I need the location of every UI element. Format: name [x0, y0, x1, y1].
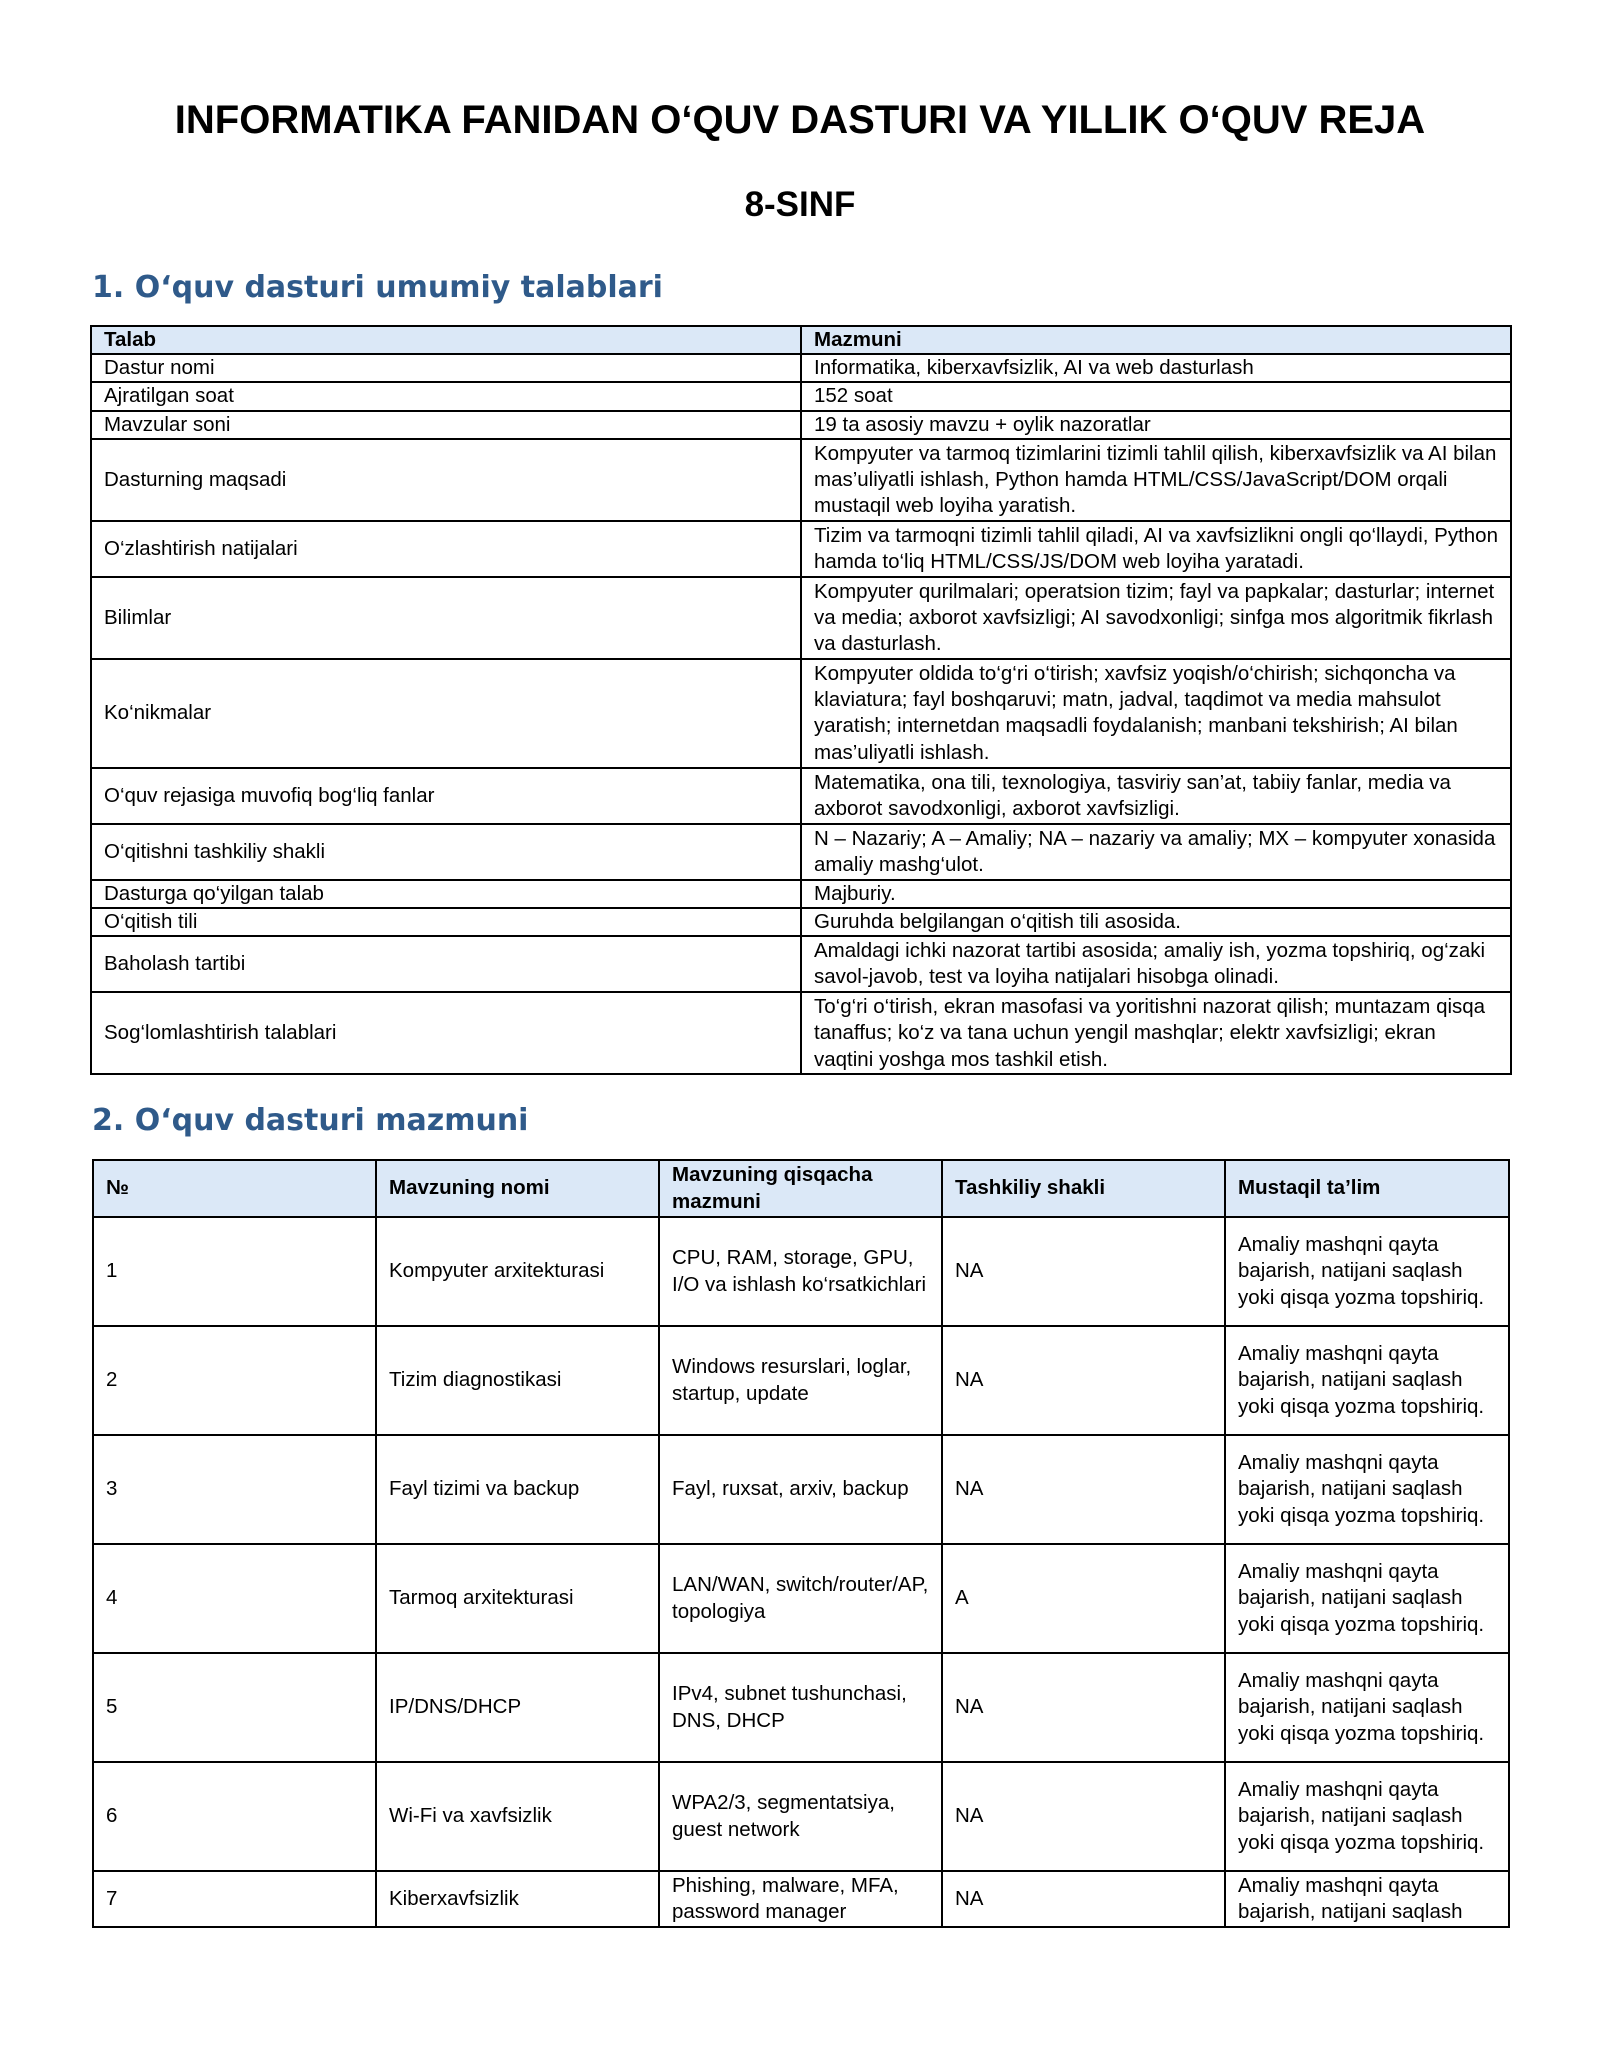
requirement-value: N – Nazariy; A – Amaliy; NA – nazariy va amaliy; MX – kompyuter xonasida amaliy mashg‘ulot.: [801, 824, 1511, 880]
table-row: [91, 768, 1511, 824]
section-2-heading: 2. O‘quv dasturi mazmuni: [92, 1103, 529, 1138]
table-row: [91, 992, 1511, 1074]
table-row: [91, 577, 1511, 659]
topic-self-study: Amaliy mashqni qayta bajarish, natijani saqlash yoki qisqa yozma topshiriq.: [1225, 1217, 1509, 1326]
topic-number: 5: [93, 1653, 376, 1762]
topic-number: 3: [93, 1435, 376, 1544]
topic-self-study: Amaliy mashqni qayta bajarish, natijani saqlash yoki qisqa yozma topshiriq.: [1225, 1653, 1509, 1762]
requirement-label: Sog‘lomlashtirish talablari: [91, 992, 801, 1074]
topic-name: Kiberxavfsizlik: [376, 1871, 659, 1927]
topic-number: 6: [93, 1762, 376, 1871]
header-cell-mazmuni: Mazmuni: [801, 326, 1511, 354]
content-header-row: [93, 1160, 1509, 1217]
topic-form: NA: [942, 1326, 1225, 1435]
table-row: [93, 1762, 1509, 1871]
table-row: [91, 908, 1511, 936]
requirement-value: Kompyuter qurilmalari; operatsion tizim; fayl va papkalar; dasturlar; internet va media; axborot xavfsizligi; AI savodxonligi; sinfga mos algoritmik fikrlash va dasturlash.: [801, 577, 1511, 659]
requirement-value: Guruhda belgilangan o‘qitish tili asosida.: [801, 908, 1511, 936]
requirement-value: 152 soat: [801, 382, 1511, 410]
topic-number: 1: [93, 1217, 376, 1326]
topic-form: NA: [942, 1762, 1225, 1871]
topic-summary: IPv4, subnet tushunchasi, DNS, DHCP: [659, 1653, 942, 1762]
requirement-value: 19 ta asosiy mavzu + oylik nazoratlar: [801, 411, 1511, 439]
requirement-label: Dasturga qo‘yilgan talab: [91, 880, 801, 908]
header-cell-number: №: [93, 1160, 376, 1217]
table-row: [91, 824, 1511, 880]
topic-self-study: Amaliy mashqni qayta bajarish, natijani saqlash yoki qisqa yozma topshiriq.: [1225, 1544, 1509, 1653]
requirement-label: Ko‘nikmalar: [91, 659, 801, 768]
section-1-heading: 1. O‘quv dasturi umumiy talablari: [92, 270, 663, 305]
table-row: [91, 521, 1511, 577]
table-row: [93, 1217, 1509, 1326]
topic-summary: Windows resurslari, loglar, startup, update: [659, 1326, 942, 1435]
table-row: [91, 411, 1511, 439]
table-row: [91, 936, 1511, 992]
table-row: [91, 439, 1511, 521]
requirement-value: Majburiy.: [801, 880, 1511, 908]
document-grade: 8-SINF: [744, 185, 856, 224]
table-row: [91, 354, 1511, 382]
topic-self-study: Amaliy mashqni qayta bajarish, natijani saqlash: [1225, 1871, 1509, 1927]
topic-name: Fayl tizimi va backup: [376, 1435, 659, 1544]
table-row: [93, 1871, 1509, 1927]
requirement-value: Kompyuter oldida to‘g‘ri o‘tirish; xavfsiz yoqish/o‘chirish; sichqoncha va klaviatura; fayl boshqaruvi; matn, jadval, taqdimot va media mahsulot yaratish; internetdan maqsadli foydalanish; manbani tekshirish; AI bilan mas’uliyatli ishlash.: [801, 659, 1511, 768]
requirement-label: O‘qitish tili: [91, 908, 801, 936]
topic-name: Tarmoq arxitekturasi: [376, 1544, 659, 1653]
requirement-value: Amaldagi ichki nazorat tartibi asosida; amaliy ish, yozma topshiriq, og‘zaki savol-javob, test va loyiha natijalari hisobga olinadi.: [801, 936, 1511, 992]
requirement-label: O‘zlashtirish natijalari: [91, 521, 801, 577]
topic-number: 2: [93, 1326, 376, 1435]
topic-summary: Fayl, ruxsat, arxiv, backup: [659, 1435, 942, 1544]
topic-name: Wi-Fi va xavfsizlik: [376, 1762, 659, 1871]
table-row: [93, 1653, 1509, 1762]
requirement-value: Tizim va tarmoqni tizimli tahlil qiladi, AI va xavfsizlikni ongli qo‘llaydi, Python hamda to‘liq HTML/CSS/JS/DOM web loyiha yaratadi.: [801, 521, 1511, 577]
topic-form: NA: [942, 1653, 1225, 1762]
requirement-value: Matematika, ona tili, texnologiya, tasviriy san’at, tabiiy fanlar, media va axborot savodxonligi, axborot xavfsizligi.: [801, 768, 1511, 824]
topic-summary: CPU, RAM, storage, GPU, I/O va ishlash ko‘rsatkichlari: [659, 1217, 942, 1326]
table-row: [93, 1326, 1509, 1435]
requirement-label: Bilimlar: [91, 577, 801, 659]
content-table: [92, 1159, 1510, 1928]
document-title: INFORMATIKA FANIDAN O‘QUV DASTURI VA YILLIK O‘QUV REJA: [174, 98, 1426, 142]
requirements-header-row: [91, 326, 1511, 354]
requirement-value: Kompyuter va tarmoq tizimlarini tizimli tahlil qilish, kiberxavfsizlik va AI bilan mas’uliyatli ishlash, Python hamda HTML/CSS/JavaScript/DOM orqali mustaqil web loyiha yaratish.: [801, 439, 1511, 521]
topic-form: A: [942, 1544, 1225, 1653]
topic-summary: WPA2/3, segmentatsiya, guest network: [659, 1762, 942, 1871]
requirement-label: Mavzular soni: [91, 411, 801, 439]
topic-name: IP/DNS/DHCP: [376, 1653, 659, 1762]
table-row: [93, 1435, 1509, 1544]
topic-name: Kompyuter arxitekturasi: [376, 1217, 659, 1326]
requirement-label: Dastur nomi: [91, 354, 801, 382]
topic-number: 4: [93, 1544, 376, 1653]
header-cell-topic-summary: Mavzuning qisqacha mazmuni: [659, 1160, 942, 1217]
header-cell-self-study: Mustaqil ta’lim: [1225, 1160, 1509, 1217]
topic-number: 7: [93, 1871, 376, 1927]
topic-summary: Phishing, malware, MFA, password manager: [659, 1871, 942, 1927]
requirement-label: Ajratilgan soat: [91, 382, 801, 410]
topic-name: Tizim diagnostikasi: [376, 1326, 659, 1435]
requirement-value: To‘g‘ri o‘tirish, ekran masofasi va yoritishni nazorat qilish; muntazam qisqa tanaffus; ko‘z va tana uchun yengil mashqlar; elektr xavfsizligi; ekran vaqtini yoshga mos tashkil etish.: [801, 992, 1511, 1074]
requirements-table: [90, 325, 1512, 1075]
requirement-label: Dasturning maqsadi: [91, 439, 801, 521]
requirement-label: Baholash tartibi: [91, 936, 801, 992]
table-row: [91, 659, 1511, 768]
requirement-value: Informatika, kiberxavfsizlik, AI va web dasturlash: [801, 354, 1511, 382]
topic-form: NA: [942, 1435, 1225, 1544]
topic-form: NA: [942, 1217, 1225, 1326]
header-cell-topic-name: Mavzuning nomi: [376, 1160, 659, 1217]
topic-summary: LAN/WAN, switch/router/AP, topologiya: [659, 1544, 942, 1653]
header-cell-organizational-form: Tashkiliy shakli: [942, 1160, 1225, 1217]
requirement-label: O‘quv rejasiga muvofiq bog‘liq fanlar: [91, 768, 801, 824]
topic-self-study: Amaliy mashqni qayta bajarish, natijani saqlash yoki qisqa yozma topshiriq.: [1225, 1435, 1509, 1544]
topic-self-study: Amaliy mashqni qayta bajarish, natijani saqlash yoki qisqa yozma topshiriq.: [1225, 1326, 1509, 1435]
table-row: [93, 1544, 1509, 1653]
table-row: [91, 382, 1511, 410]
topic-form: NA: [942, 1871, 1225, 1927]
header-cell-talab: Talab: [91, 326, 801, 354]
topic-self-study: Amaliy mashqni qayta bajarish, natijani saqlash yoki qisqa yozma topshiriq.: [1225, 1762, 1509, 1871]
table-row: [91, 880, 1511, 908]
requirement-label: O‘qitishni tashkiliy shakli: [91, 824, 801, 880]
